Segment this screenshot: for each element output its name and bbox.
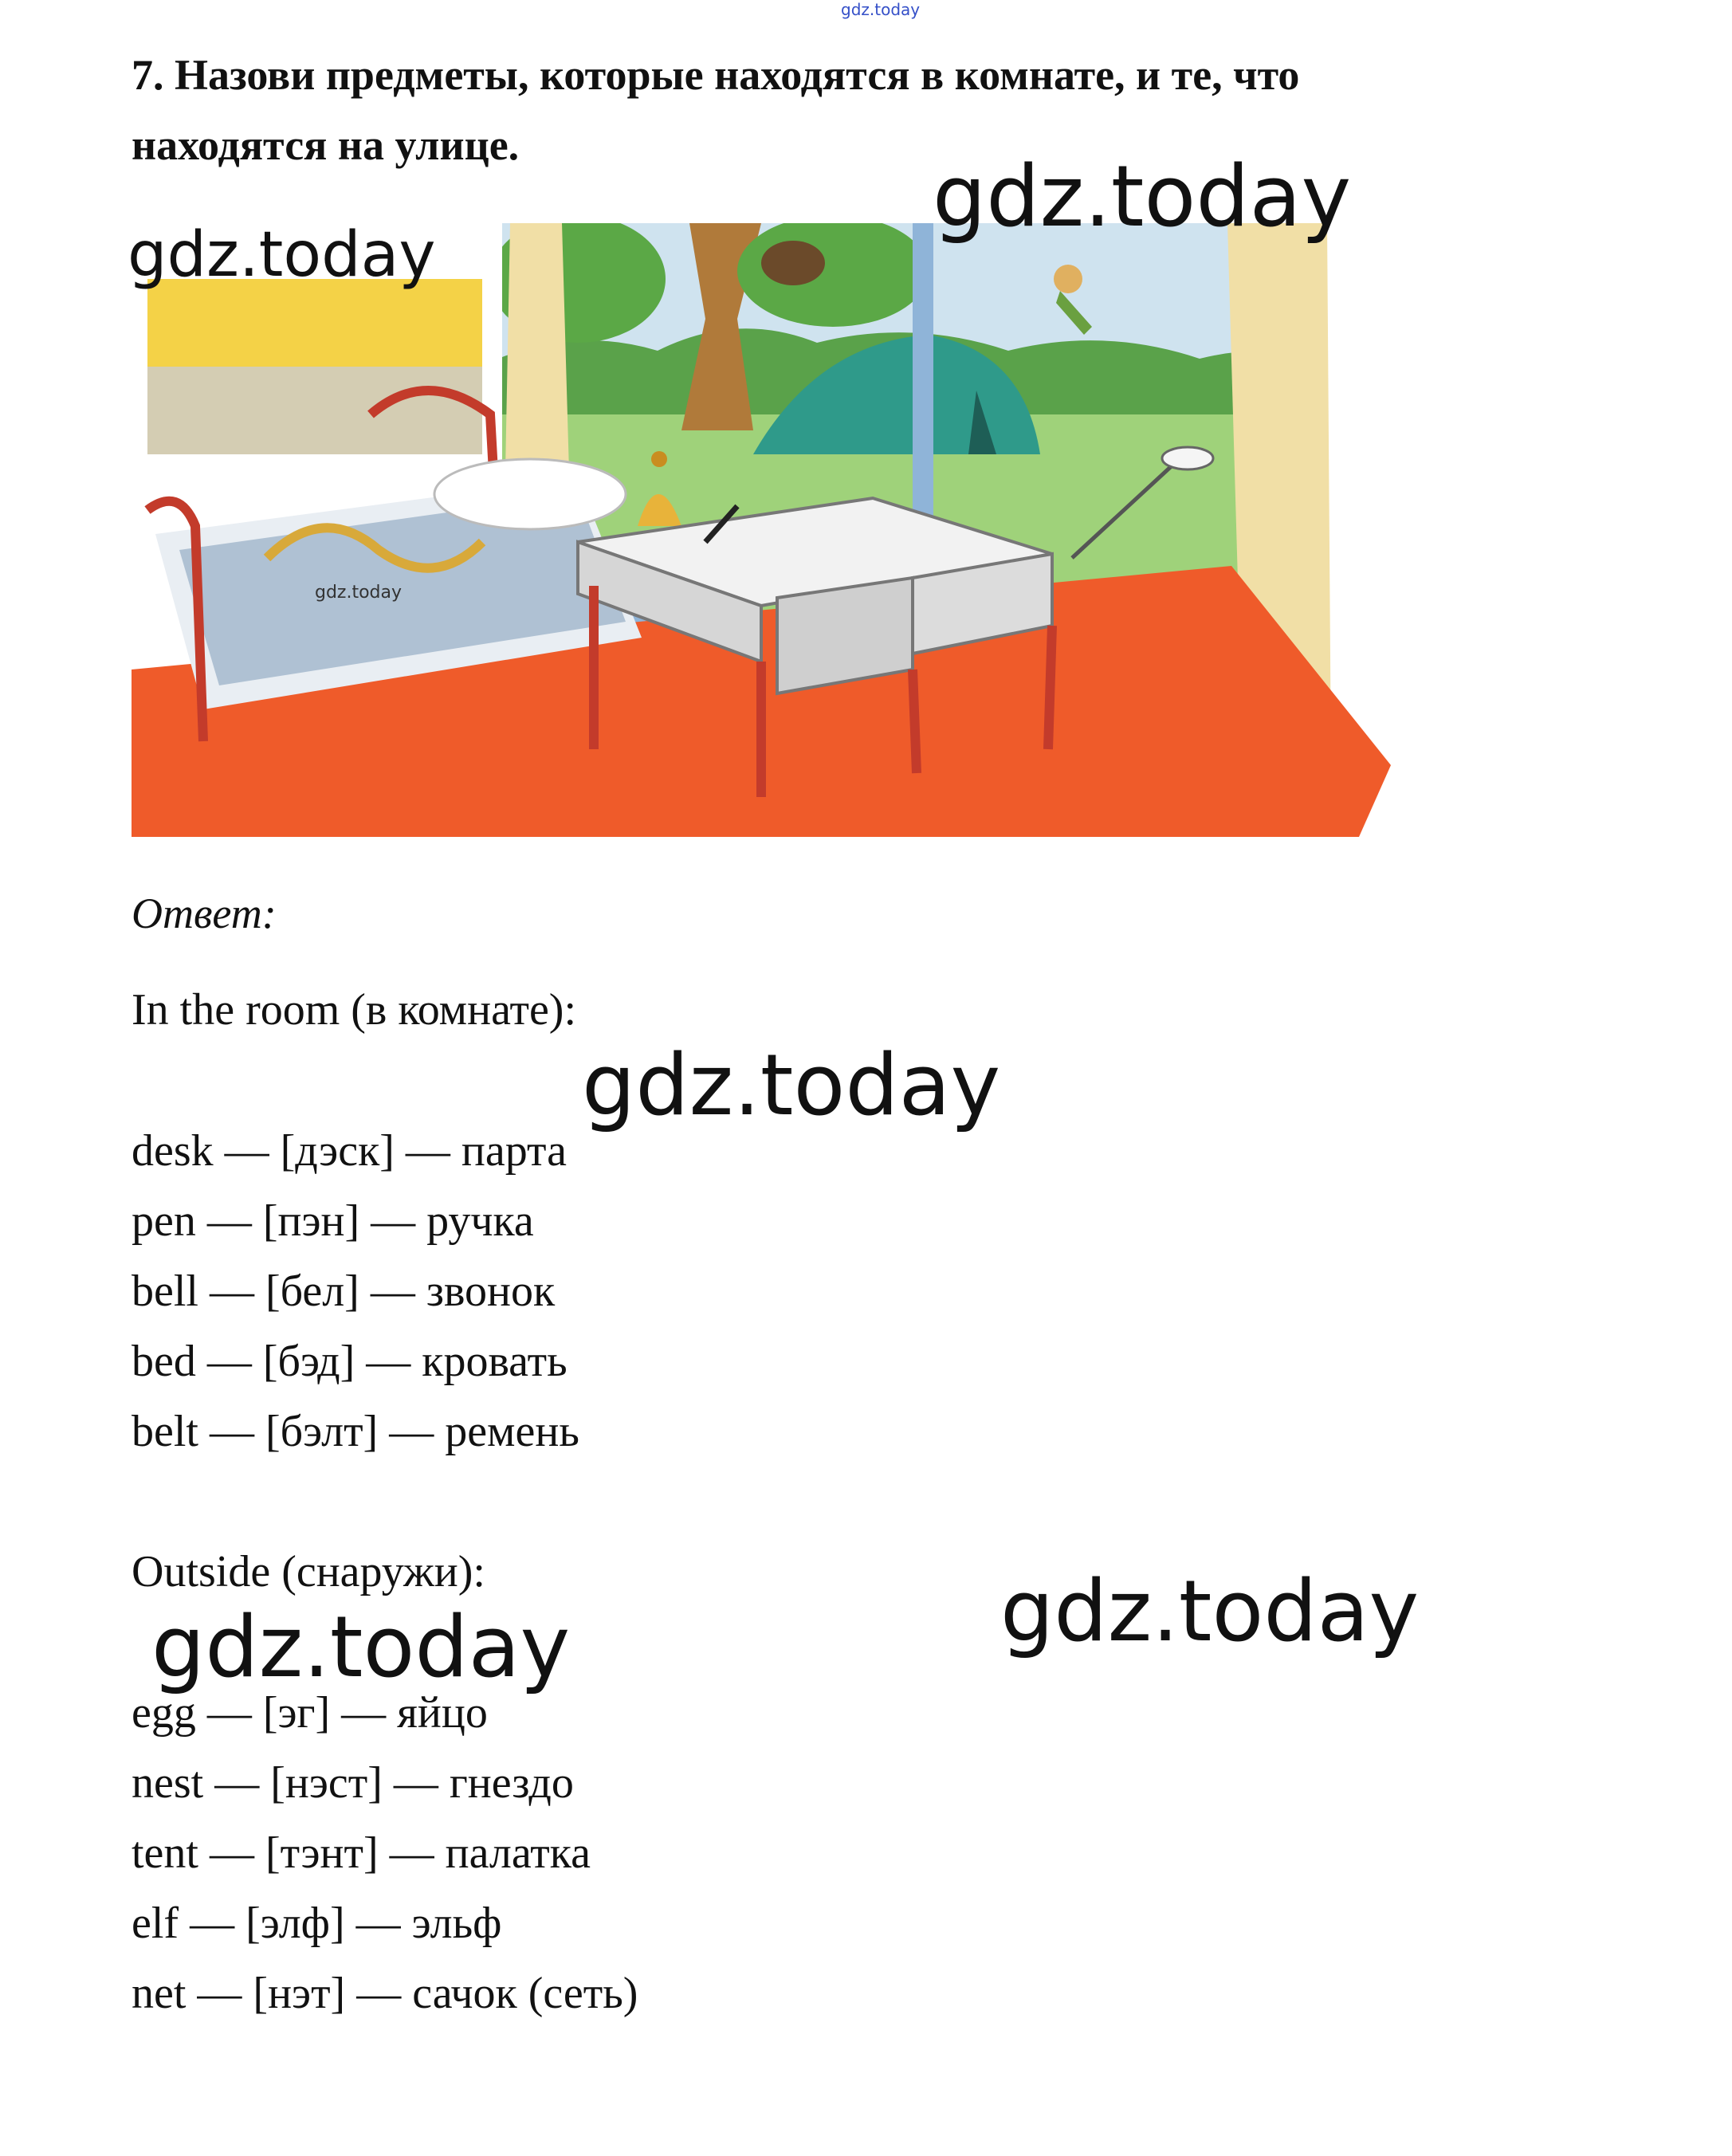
outside-item-elf: elf — [элф] — эльф bbox=[132, 1899, 502, 1948]
room-item-pen: pen — [пэн] — ручка bbox=[132, 1196, 534, 1246]
watermark-5: gdz.today bbox=[151, 1598, 571, 1696]
watermark-4: gdz.today bbox=[1000, 1562, 1420, 1660]
room-word-list bbox=[132, 1116, 579, 1467]
watermark-1: gdz.today bbox=[933, 147, 1352, 245]
outside-item-net: net — [нэт] — сачок (сеть) bbox=[132, 1969, 638, 2018]
room-illustration bbox=[132, 223, 1391, 837]
watermark-3: gdz.today bbox=[582, 1036, 1001, 1134]
task-title: 7. Назови предметы, которые находятся в комнате, и те, что находятся на улице. bbox=[132, 51, 1300, 169]
room-item-bell: bell — [бел] — звонок bbox=[132, 1267, 556, 1316]
answer-label: Ответ: bbox=[132, 889, 277, 937]
outside-item-nest: nest — [нэст] — гнездо bbox=[132, 1758, 574, 1808]
outside-item-egg: egg — [эг] — яйцо bbox=[132, 1688, 488, 1738]
outside-heading: Outside (снаружи): bbox=[132, 1547, 485, 1596]
room-item-bed: bed — [бэд] — кровать bbox=[132, 1337, 568, 1386]
illustration-watermark: gdz.today bbox=[315, 583, 403, 603]
room-item-desk: desk — [дэск] — парта bbox=[132, 1126, 568, 1176]
watermark-2: gdz.today bbox=[128, 219, 436, 291]
room-item-belt: belt — [бэлт] — ремень bbox=[132, 1407, 579, 1456]
room-heading: In the room (в комнате): bbox=[132, 985, 577, 1035]
outside-word-list bbox=[132, 1678, 638, 2028]
watermark-top: gdz.today bbox=[841, 0, 921, 19]
outside-item-tent: tent — [тэнт] — палатка bbox=[132, 1828, 591, 1878]
